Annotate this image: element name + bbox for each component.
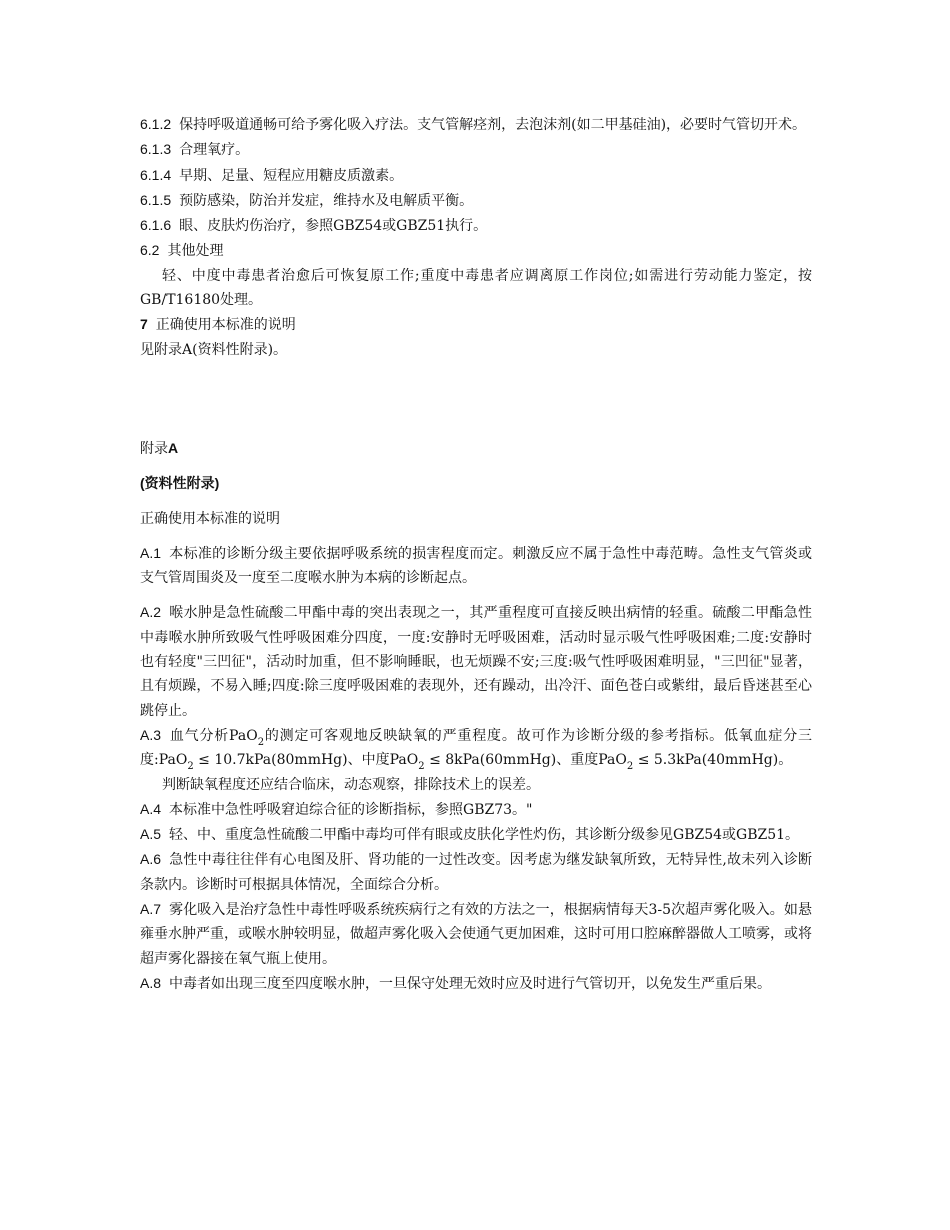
subscript: 2	[626, 761, 634, 773]
subscript: 2	[187, 761, 194, 773]
clause-a3: A.3 血气分析PaO$_2$的测定可客观地反映缺氧的严重程度。故可作为诊断分级的参考指标。低氧血症分三度:PaO$_2$ ≤ 10.7kPa(80mmHg)、中度PaO$_2$ ≤ 8kPa(60mmHg)、重度PaO$_2$ ≤ 5.3kPa(40mmHg)。	[140, 726, 812, 773]
section-6-2-heading	[140, 238, 812, 263]
appendix-type: (资料性附录)	[140, 475, 220, 492]
clause-text: 眼、皮肤灼伤治疗，参照GBZ54或GBZ51执行。	[179, 218, 488, 235]
section-number: 7	[140, 316, 148, 333]
clause-text: 保持呼吸道通畅可给予雾化吸入疗法。支气管解痉剂，去泡沫剂(如二甲基硅油)，必要时气管切开术。	[179, 117, 807, 133]
section-7-heading	[140, 312, 812, 337]
clause-text: 预防感染，防治并发症，维持水及电解质平衡。	[179, 192, 474, 209]
clause-6-1-6	[140, 213, 812, 238]
section-title: 正确使用本标准的说明	[155, 317, 296, 334]
clause-number: A.7	[140, 901, 162, 918]
section-number: 6.2	[140, 242, 160, 259]
clause-a1	[140, 541, 812, 591]
clause-6-1-3	[140, 137, 812, 162]
clause-text: 本标准中急性呼吸窘迫综合征的诊断指标，参照GBZ73。"	[169, 801, 533, 818]
appendix-label: 附录A	[140, 439, 179, 457]
subscript: 2	[257, 736, 265, 748]
spacer	[140, 362, 812, 436]
appendix-title: 正确使用本标准的说明	[140, 510, 280, 527]
document-page	[140, 112, 812, 996]
clause-text: 合理氧疗。	[179, 142, 250, 159]
subscript: 2	[418, 761, 425, 773]
clause-text: 中毒者如出现三度至四度喉水肿，一旦保守处理无效时应及时进行气管切开，以免发生严重后果。	[169, 975, 772, 992]
clause-number: A.6	[140, 851, 162, 868]
clause-text: 雾化吸入是治疗急性中毒性呼吸系统疾病行之有效的方法之一，根据病情每天3-5次超声雾化吸入。如悬雍垂水肿严重，或喉水肿较明显，做超声雾化吸入会使通气更加困难，这时可用口腔麻醉器做人工喷雾，或将超声雾化器接在氧气瓶上使用。	[140, 902, 812, 967]
section-title: 其他处理	[167, 243, 224, 260]
clause-number: 6.1.3	[140, 141, 172, 158]
clause-a8	[140, 971, 812, 996]
clause-number: A.8	[140, 974, 162, 991]
appendix-letter: A	[168, 439, 179, 456]
clause-number: A.2	[140, 604, 162, 621]
clause-6-1-2	[140, 112, 812, 137]
clause-number: 6.1.5	[140, 191, 172, 208]
clause-number: A.4	[140, 800, 162, 817]
clause-text: 急性中毒往往伴有心电图及肝、肾功能的一过性改变。因考虑为继发缺氧所致，无特异性,故未列入诊断条款内。诊断时可根据具体情况，全面综合分析。	[140, 852, 812, 893]
clause-number: A.5	[140, 826, 162, 843]
section-7-body: 见附录A(资料性附录)。	[140, 341, 288, 358]
clause-text: 轻、中、重度急性硫酸二甲酯中毒均可伴有眼或皮肤化学性灼伤，其诊断分级参见GBZ54或GBZ51。	[169, 827, 800, 844]
clause-a3-note: 判断缺氧程度还应结合临床，动态观察，排除技术上的误差。	[162, 776, 540, 793]
section-6-2-body: 轻、中度中毒患者治愈后可恢复原工作;重度中毒患者应调离原工作岗位;如需进行劳动能力鉴定，按GB/T16180处理。	[140, 267, 812, 309]
clause-number: 6.1.6	[140, 217, 172, 234]
clause-a6	[140, 847, 812, 897]
clause-a4	[140, 797, 812, 822]
clause-number: 6.1.4	[140, 166, 172, 183]
clause-number: 6.1.2	[140, 116, 172, 132]
clause-text: 早期、足量、短程应用糖皮质激素。	[179, 167, 404, 184]
clause-6-1-4	[140, 163, 812, 188]
clause-text: 喉水肿是急性硫酸二甲酯中毒的突出表现之一，其严重程度可直接反映出病情的轻重。硫酸二甲酯急性中毒喉水肿所致吸气性呼吸困难分四度，一度:安静时无呼吸困难，活动时显示吸气性呼吸困难;二度:安静时也有轻度"三凹征"，活动时加重，但不影响睡眠，也无烦躁不安;三度:吸气性呼吸困难明显，"三凹征"显著，且有烦躁，不易入睡;四度:除三度呼吸困难的表现外，还有躁动，出冷汗、面色苍白或紫绀，最后昏迷甚至心跳停止。	[140, 605, 812, 719]
clause-number: A.1	[140, 544, 162, 561]
clause-text: 本标准的诊断分级主要依据呼吸系统的损害程度而定。刺激反应不属于急性中毒范畴。急性支气管炎或支气管周围炎及一度至二度喉水肿为本病的诊断起点。	[140, 545, 812, 587]
clause-a2	[140, 600, 812, 722]
clause-number: A.3	[140, 726, 162, 743]
clause-6-1-5	[140, 188, 812, 213]
clause-a7	[140, 897, 812, 971]
clause-a5	[140, 822, 812, 847]
